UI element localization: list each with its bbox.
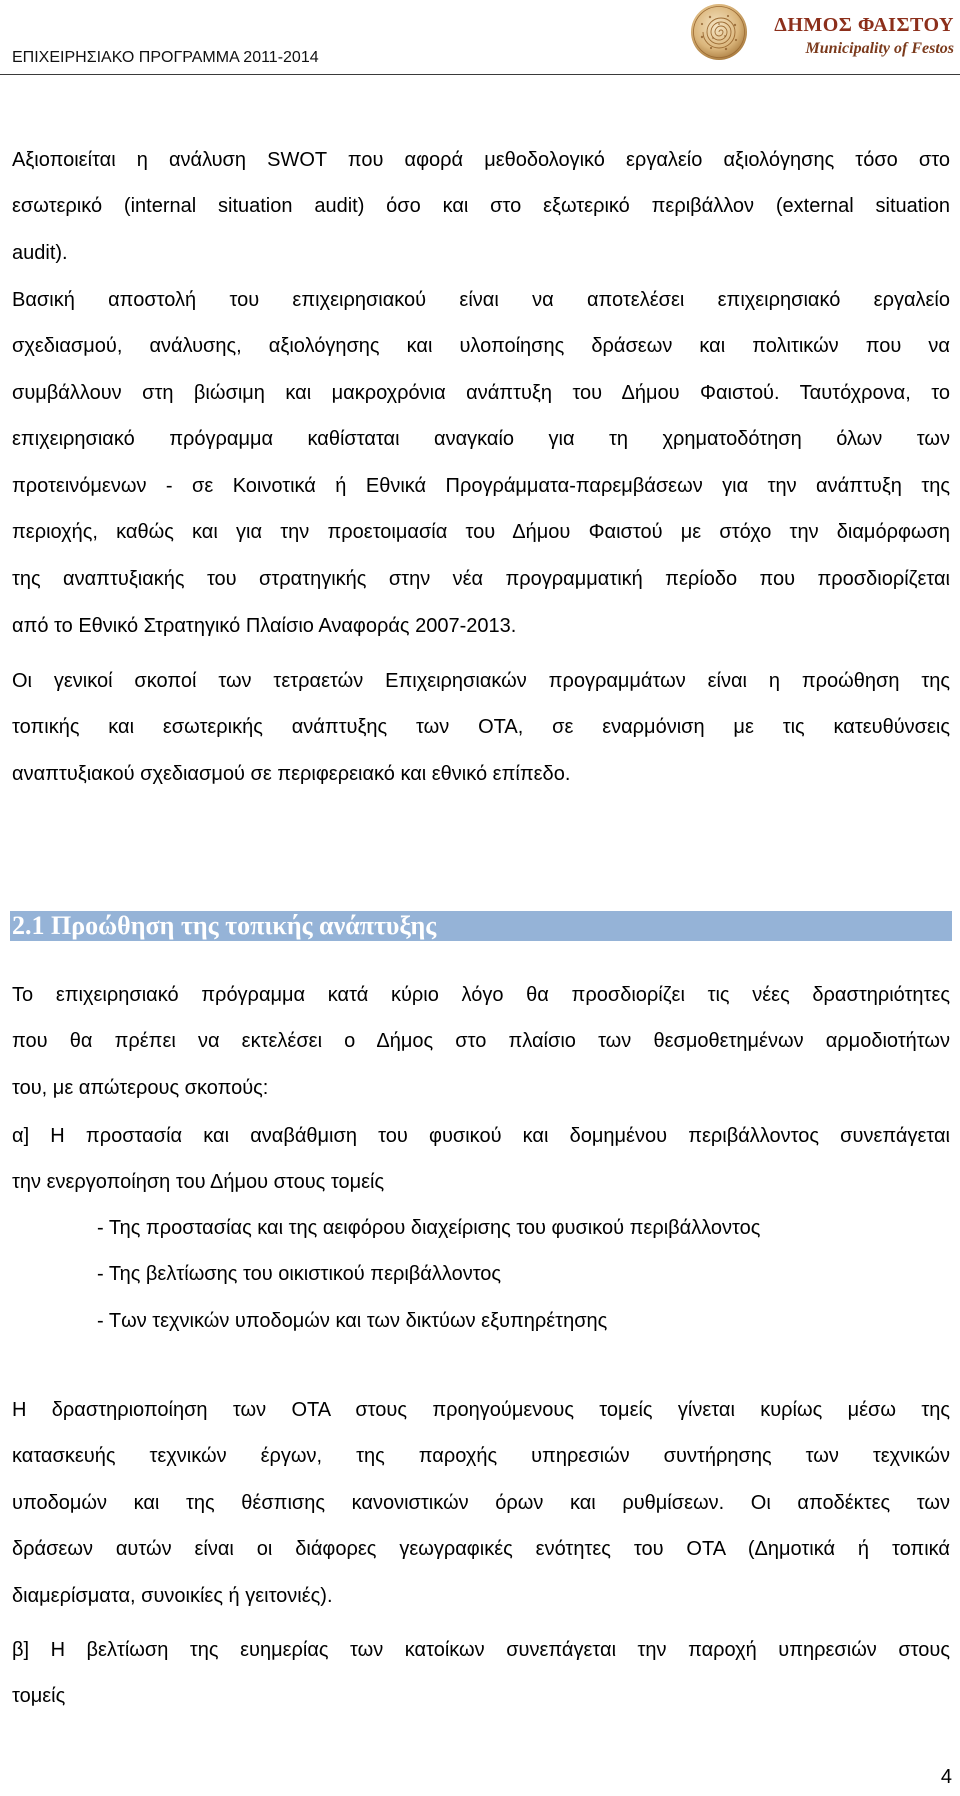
bullet-item: - Της προστασίας και της αειφόρου διαχείρισης του φυσικού περιβάλλοντος — [97, 1216, 761, 1239]
paragraph-line: εσωτερικό (internal situation audit) όσο και στο εξωτερικό περιβάλλον (external situation — [12, 195, 950, 218]
paragraph-line: δράσεων αυτών είναι οι διάφορες γεωγραφικές ενότητες του ΟΤΑ (Δημοτικά ή τοπικά — [12, 1538, 950, 1561]
list-item-a — [12, 1113, 950, 1206]
paragraph-line: α] Η προστασία και αναβάθμιση του φυσικού και δομημένου περιβάλλοντος συνεπάγεται — [12, 1124, 950, 1147]
paragraph-line: Η δραστηριοποίηση των ΟΤΑ στους προηγούμενους τομείς γίνεται κυρίως μέσω της — [12, 1398, 950, 1421]
paragraph-line: κατασκευής τεχνικών έργων, της παροχής υπηρεσιών συντήρησης των τεχνικών — [12, 1445, 950, 1468]
paragraph-line: της αναπτυξιακής του στρατηγικής στην νέα προγραμματική περίοδο που προσδιορίζεται — [12, 568, 950, 591]
section-heading-bar — [10, 911, 952, 941]
page-number: 4 — [940, 1766, 952, 1788]
paragraph-line: αναπτυξιακού σχεδιασμού σε περιφερειακό και εθνικό επίπεδο. — [12, 762, 571, 785]
bullet-item: - Της βελτίωσης του οικιστικού περιβάλλοντος — [97, 1263, 502, 1286]
paragraph-line: υποδομών και της θέσπισης κανονιστικών όρων και ρυθμίσεων. Οι αποδέκτες των — [12, 1491, 950, 1514]
paragraph-line: συμβάλλουν στη βιώσιμη και μακροχρόνια ανάπτυξη του Δήμου Φαιστού. Ταυτόχρονα, το — [12, 381, 950, 404]
paragraph-line: β] Η βελτίωση της ευημερίας των κατοίκων συνεπάγεται την παροχή υπηρεσιών στους — [12, 1638, 950, 1661]
paragraph-program — [12, 972, 950, 1112]
paragraph-line: audit). — [12, 241, 68, 264]
paragraph-line: Αξιοποιείται η ανάλυση SWOT που αφορά μεθοδολογικό εργαλείο αξιολόγησης τόσο στο — [12, 148, 950, 171]
header-divider — [0, 74, 960, 75]
paragraph-mission — [12, 277, 950, 650]
paragraph-line: από το Εθνικό Στρατηγικό Πλαίσιο Αναφοράς 2007-2013. — [12, 614, 517, 637]
phaistos-disc-seal-icon — [690, 3, 748, 61]
municipality-logo-name: ΔΗΜΟΣ ΦΑΙΣΤΟΥ — [774, 14, 954, 36]
paragraph-line: διαμερίσματα, συνοικίες ή γειτονιές). — [12, 1585, 333, 1608]
section-heading: 2.1 Προώθηση της τοπικής ανάπτυξης — [12, 911, 437, 940]
paragraph-goals — [12, 658, 950, 798]
paragraph-line: τομείς — [12, 1685, 66, 1708]
bullet-item: - Των τεχνικών υποδομών και των δικτύων εξυπηρέτησης — [97, 1309, 608, 1332]
paragraph-line: Οι γενικοί σκοποί των τετραετών Επιχειρησιακών προγραμμάτων είναι η προώθηση της — [12, 669, 950, 692]
paragraph-swot — [12, 137, 950, 277]
list-item-b — [12, 1627, 950, 1720]
paragraph-line: Το επιχειρησιακό πρόγραμμα κατά κύριο λόγο θα προσδιορίζει τις νέες δραστηριότητες — [12, 983, 950, 1006]
paragraph-line: σχεδιασμού, ανάλυσης, αξιολόγησης και υλοποίησης δράσεων και πολιτικών που να — [12, 335, 950, 358]
paragraph-line: του, με απώτερους σκοπούς: — [12, 1076, 269, 1099]
paragraph-line: Βασική αποστολή του επιχειρησιακού είναι να αποτελέσει επιχειρησιακό εργαλείο — [12, 288, 950, 311]
bullet-list — [97, 1205, 950, 1345]
paragraph-line: τοπικής και εσωτερικής ανάπτυξης των ΟΤΑ, σε εναρμόνιση με τις κατευθύνσεις — [12, 716, 950, 739]
paragraph-line: που θα πρέπει να εκτελέσει ο Δήμος στο πλαίσιο των θεσμοθετημένων αρμοδιοτήτων — [12, 1030, 950, 1053]
paragraph-line: επιχειρησιακό πρόγραμμα καθίσταται αναγκαίο για τη χρηματοδότηση όλων των — [12, 428, 950, 451]
document-header-title: ΕΠΙΧΕΙΡΗΣΙΑΚΟ ΠΡΟΓΡΑΜΜΑ 2011-2014 — [12, 49, 319, 66]
paragraph-activation — [12, 1387, 950, 1620]
paragraph-line: προτεινόμενων - σε Κοινοτικά ή Εθνικά Προγράμματα-παρεμβάσεων για την ανάπτυξη της — [12, 474, 950, 497]
municipality-logo-subtitle: Municipality of Festos — [805, 40, 954, 57]
paragraph-line: περιοχής, καθώς και για την προετοιμασία του Δήμου Φαιστού με στόχο την διαμόρφωση — [12, 521, 950, 544]
paragraph-line: την ενεργοποίηση του Δήμου στους τομείς — [12, 1171, 385, 1194]
